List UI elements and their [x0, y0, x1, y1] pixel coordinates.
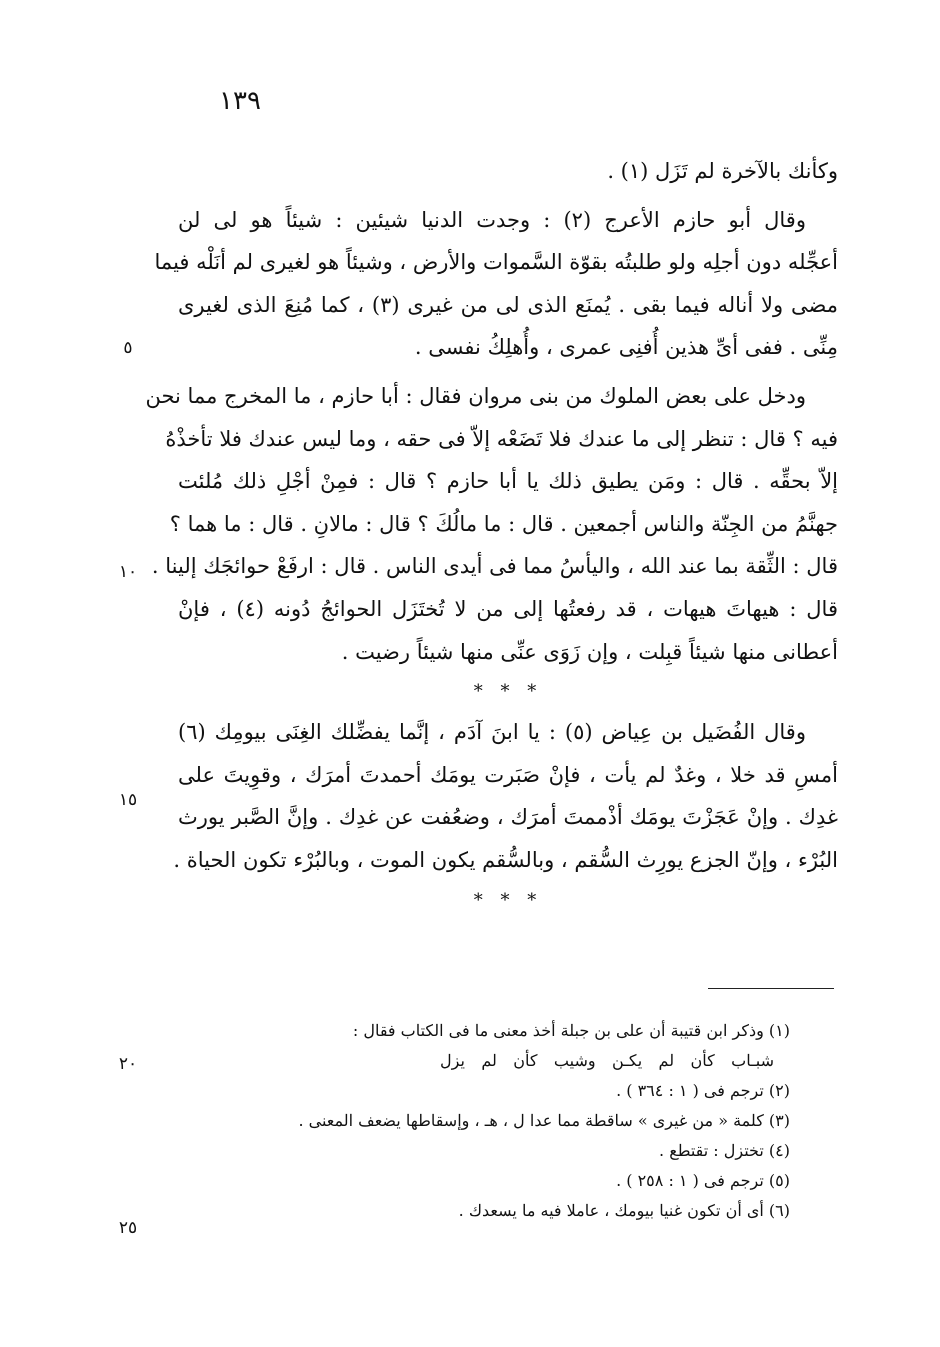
verse-word: لم [658, 1051, 675, 1070]
section-separator: * * * [473, 681, 543, 703]
verse-word: يكـن [611, 1051, 643, 1070]
line-number: ٢٥ [118, 1218, 138, 1238]
text-line: مضى ولا أناله فيما بقى . يُمنَع الذى لى من غيرى (٣) ، كما مُنِعَ الذى لغيرى [178, 292, 838, 317]
text-line: وكأنك بالآخرة لم تَزَل (١) . [607, 159, 838, 183]
verse-word: كأن [690, 1051, 715, 1070]
footnotes [250, 1016, 790, 1226]
footnote-3: (٣) كلمة « من غيرى » ساقطة مما عدا ل ، هـ ، وإسقاطها يضعف المعنى . [298, 1111, 790, 1130]
text-line: ودخل على بعض الملوك من بنى مروان فقال : أبا حازم ، ما المخرج مما نحن [145, 383, 806, 408]
text-line: البُرْء ، وإنّ الجزع يورِث السُّقم ، وبالسُّقم يكون الموت ، وبالبُرْء تكون الحياة . [173, 847, 838, 872]
text-line: فيه ؟ قال : تنظر إلى ما عندك فلا تَضَعْه إلاّ فى حقه ، وما ليس عندك فلا تأخذْهُ [165, 426, 838, 451]
text-line: أعجِّله دون أجلِه ولو طلبتُه بقوّة السَّموات والأرض ، وشيئاً هو لغيرى لم أنَلْه فيما [154, 250, 838, 275]
verse-word: يزل [440, 1051, 465, 1070]
page-number: ١٣٩ [219, 86, 261, 116]
text-line: وقال أبو حازم الأعرج (٢) : وجدت الدنيا شيئين : شيئاً هو لى لن [178, 207, 806, 232]
line-number: ٢٠ [118, 1054, 138, 1074]
footnote-4: (٤) تختزل : تقتطع . [659, 1141, 790, 1160]
footnote-1: (١) وذكر ابن قتيبة أن على بن جبلة أخذ معنى ما فى الكتاب فقال : [352, 1021, 790, 1040]
line-number: ٥ [123, 338, 133, 358]
text-line: أعطانى منها شيئاً قبِلت ، وإن زَوَى عنِّى منها شيئاً رضيت . [341, 639, 838, 664]
verse-word: لم [481, 1051, 497, 1070]
footnote-verse [250, 1046, 790, 1076]
section-separator: * * * [473, 889, 543, 911]
line-number: ١٥ [118, 790, 138, 810]
line-number: ١٠ [118, 562, 138, 582]
text-line: إلاّ بحقِّه . قال : ومَن يطيق ذلك يا أبا حازم ؟ قال : فمِنْ أجْلِ ذلك مُلئت [178, 469, 838, 494]
footnote-6: (٦) أى أن تكون غنيا بيومك ، عاملا فيه ما يسعدك . [458, 1201, 790, 1220]
text-line: جهنَّمُ من الجِنّة والناس أجمعين . قال : ما مالُكَ ؟ قال : مالانِ . قال : ما هما ؟ [169, 511, 838, 536]
text-line: قال : هيهاتَ هيهات ، قد رفعتُها إلى من لا تُختَزَل الحوائجُ دُونه (٤) ، فإنْ [178, 596, 838, 621]
footnote-rule [708, 988, 834, 989]
text-line: وقال الفُضَيل بن عِياض (٥) : يا ابنَ آدَم ، إنَّما يفضِّلك الغِنَى بيومِك (٦) [178, 720, 806, 745]
text-line: قال : الثِّقة بما عند الله ، واليأسُ مما فى أيدى الناس . قال : ارفَعْ حوائجَك إلينا . [151, 554, 838, 579]
text-line: أمسِ قد خلا ، وغدٌ لم يأت ، فإنْ صَبَرت يومَك أحمدتَ أمرَك ، وقوِيتَ على [178, 762, 838, 787]
verse-word: شبـاب [731, 1051, 774, 1070]
verse-word: كأن [513, 1051, 538, 1070]
text-line: غدِك . وإنْ عَجَزْتَ يومَك أذْممتَ أمرَك ، وضعُفت عن غدِك . وإنَّ الصَّبر يورث [178, 805, 838, 830]
footnote-5: (٥) ترجم فى ( ١ : ٢٥٨ ) . [616, 1171, 790, 1190]
text-line: مِنِّى . ففى أىِّ هذين أُفنِى عمرى ، وأُهلِكُ نفسى . [414, 335, 838, 360]
footnote-2: (٢) ترجم فى ( ١ : ٣٦٤ ) . [616, 1081, 790, 1100]
main-text [145, 150, 838, 920]
verse-word: وشيب [553, 1051, 596, 1070]
